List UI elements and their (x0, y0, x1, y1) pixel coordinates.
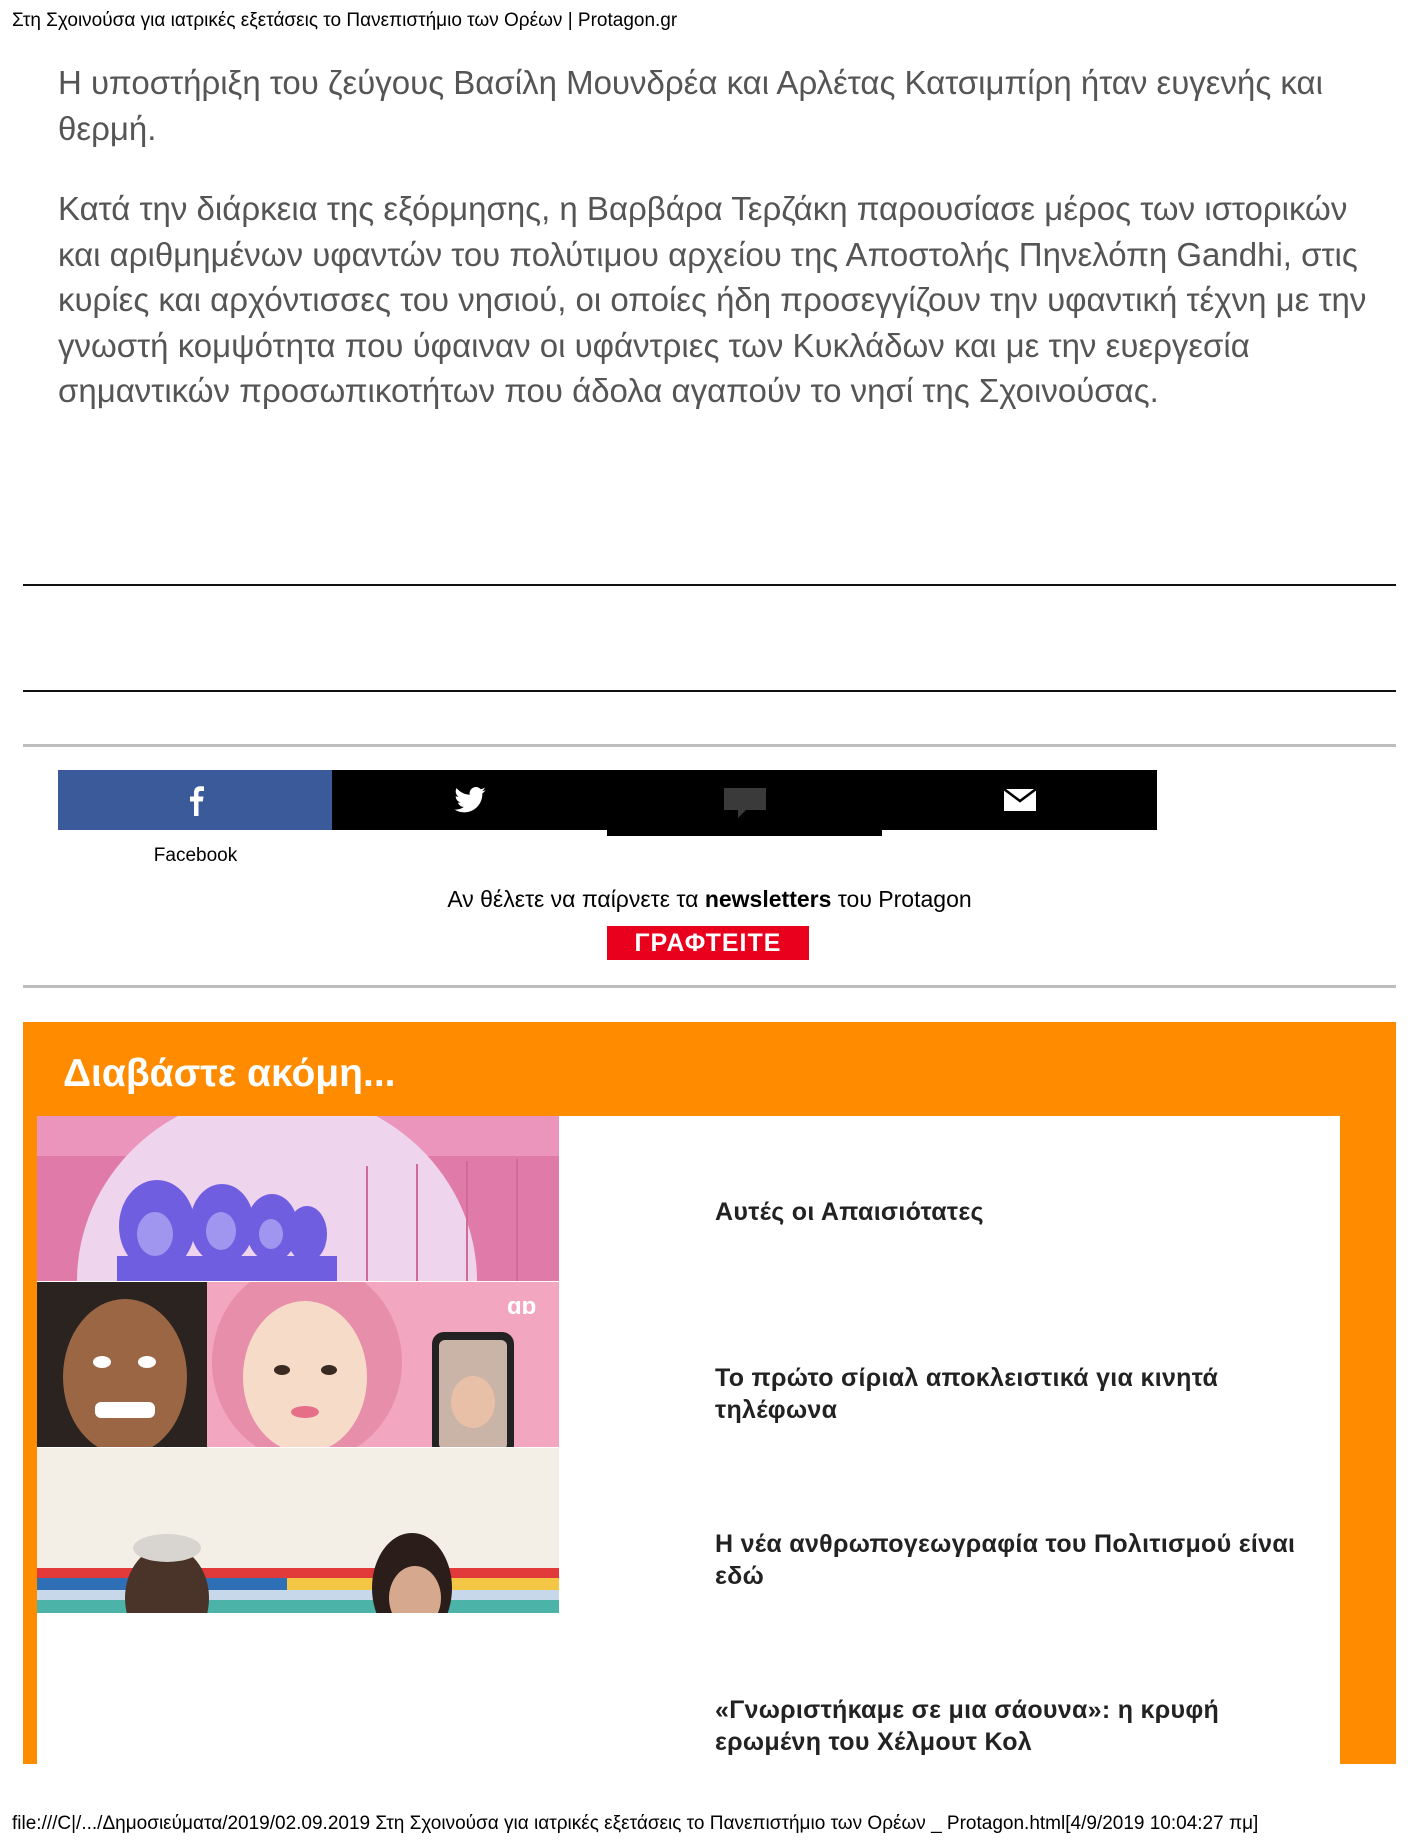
page-footer-url: file:///C|/.../Δημοσιεύματα/2019/02.09.2019 Στη Σχοινούσα για ιατρικές εξετάσεις το Πανεπιστήμιο των Ορέων _ Protagon.html[4/9/2019 10:04:27 πμ] (12, 1813, 1259, 1834)
article-thumbnail[interactable] (37, 1116, 559, 1281)
read-more-item-title[interactable]: «Γνωριστήκαμε σε μια σάουνα»: η κρυφή ερωμένη του Χέλμουτ Κολ (715, 1696, 1220, 1756)
divider (23, 744, 1396, 747)
newsletter-bold: newsletters (704, 886, 832, 912)
divider (23, 985, 1396, 988)
article-thumbnail[interactable] (37, 1282, 559, 1447)
twitter-icon (454, 787, 486, 813)
svg-text:ɑɒ: ɑɒ (507, 1293, 537, 1320)
article-body (58, 60, 1388, 449)
read-more-list (37, 1116, 1340, 1764)
article-thumbnail-image (37, 1116, 559, 1281)
article-thumbnail-image (37, 1282, 559, 1447)
twitter-share-button[interactable] (332, 770, 607, 830)
facebook-label: Facebook (153, 845, 238, 866)
read-more-item-title[interactable]: Η νέα ανθρωπογεωγραφία του Πολιτισμού είναι εδώ (715, 1530, 1296, 1590)
article-thumbnail[interactable] (37, 1448, 559, 1613)
article-thumbnail-image (37, 1448, 559, 1613)
read-more-item-title[interactable]: Το πρώτο σίριαλ αποκλειστικά για κινητά τηλέφωνα (715, 1364, 1219, 1424)
read-more-title: Διαβάστε ακόμη... (63, 1052, 396, 1095)
read-more-item-title[interactable]: Αυτές οι Απαισιότατες (715, 1198, 984, 1226)
newsletter-prefix: Αν θέλετε να παίρνετε τα (447, 886, 705, 912)
read-more-section (23, 1022, 1396, 1764)
article-paragraph: Η υποστήριξη του ζεύγους Βασίλη Μουνδρέα και Αρλέτας Κατσιμπίρη ήταν ευγενής και θερμή. (58, 64, 1323, 147)
newsletter-suffix: του Protagon (831, 886, 972, 912)
article-paragraph: Κατά την διάρκεια της εξόρμησης, η Βαρβάρα Τερζάκη παρουσίασε μέρος των ιστορικών και αριθμημένων υφαντών του πολύτιμου αρχείου της Αποστολής Πηνελόπη Gandhi, στις κυρίες και αρχόντισσες του νησιού, οι οποίες ήδη προσεγγίζουν την υφαντική τέχνη με την γνωστή κομψότητα που ύφαιναν οι υφάντριες των Κυκλάδων και με την ευεργεσία σημαντικών προσωπικοτήτων που άδολα αγαπούν το νησί της Σχοινούσας. (58, 190, 1367, 409)
email-share-button[interactable] (882, 770, 1157, 830)
email-icon (1004, 789, 1036, 811)
facebook-share-button[interactable] (58, 770, 333, 830)
newsletter-text (23, 886, 1396, 913)
page-title: Στη Σχοινούσα για ιατρικές εξετάσεις το Πανεπιστήμιο των Ορέων | Protagon.gr (12, 10, 678, 31)
comment-icon (724, 788, 766, 818)
facebook-icon (188, 784, 204, 816)
divider (23, 690, 1396, 692)
divider (23, 584, 1396, 586)
subscribe-button[interactable]: ΓΡΑΦΤΕΙΤΕ (607, 926, 809, 960)
comment-share-button[interactable] (607, 770, 882, 836)
